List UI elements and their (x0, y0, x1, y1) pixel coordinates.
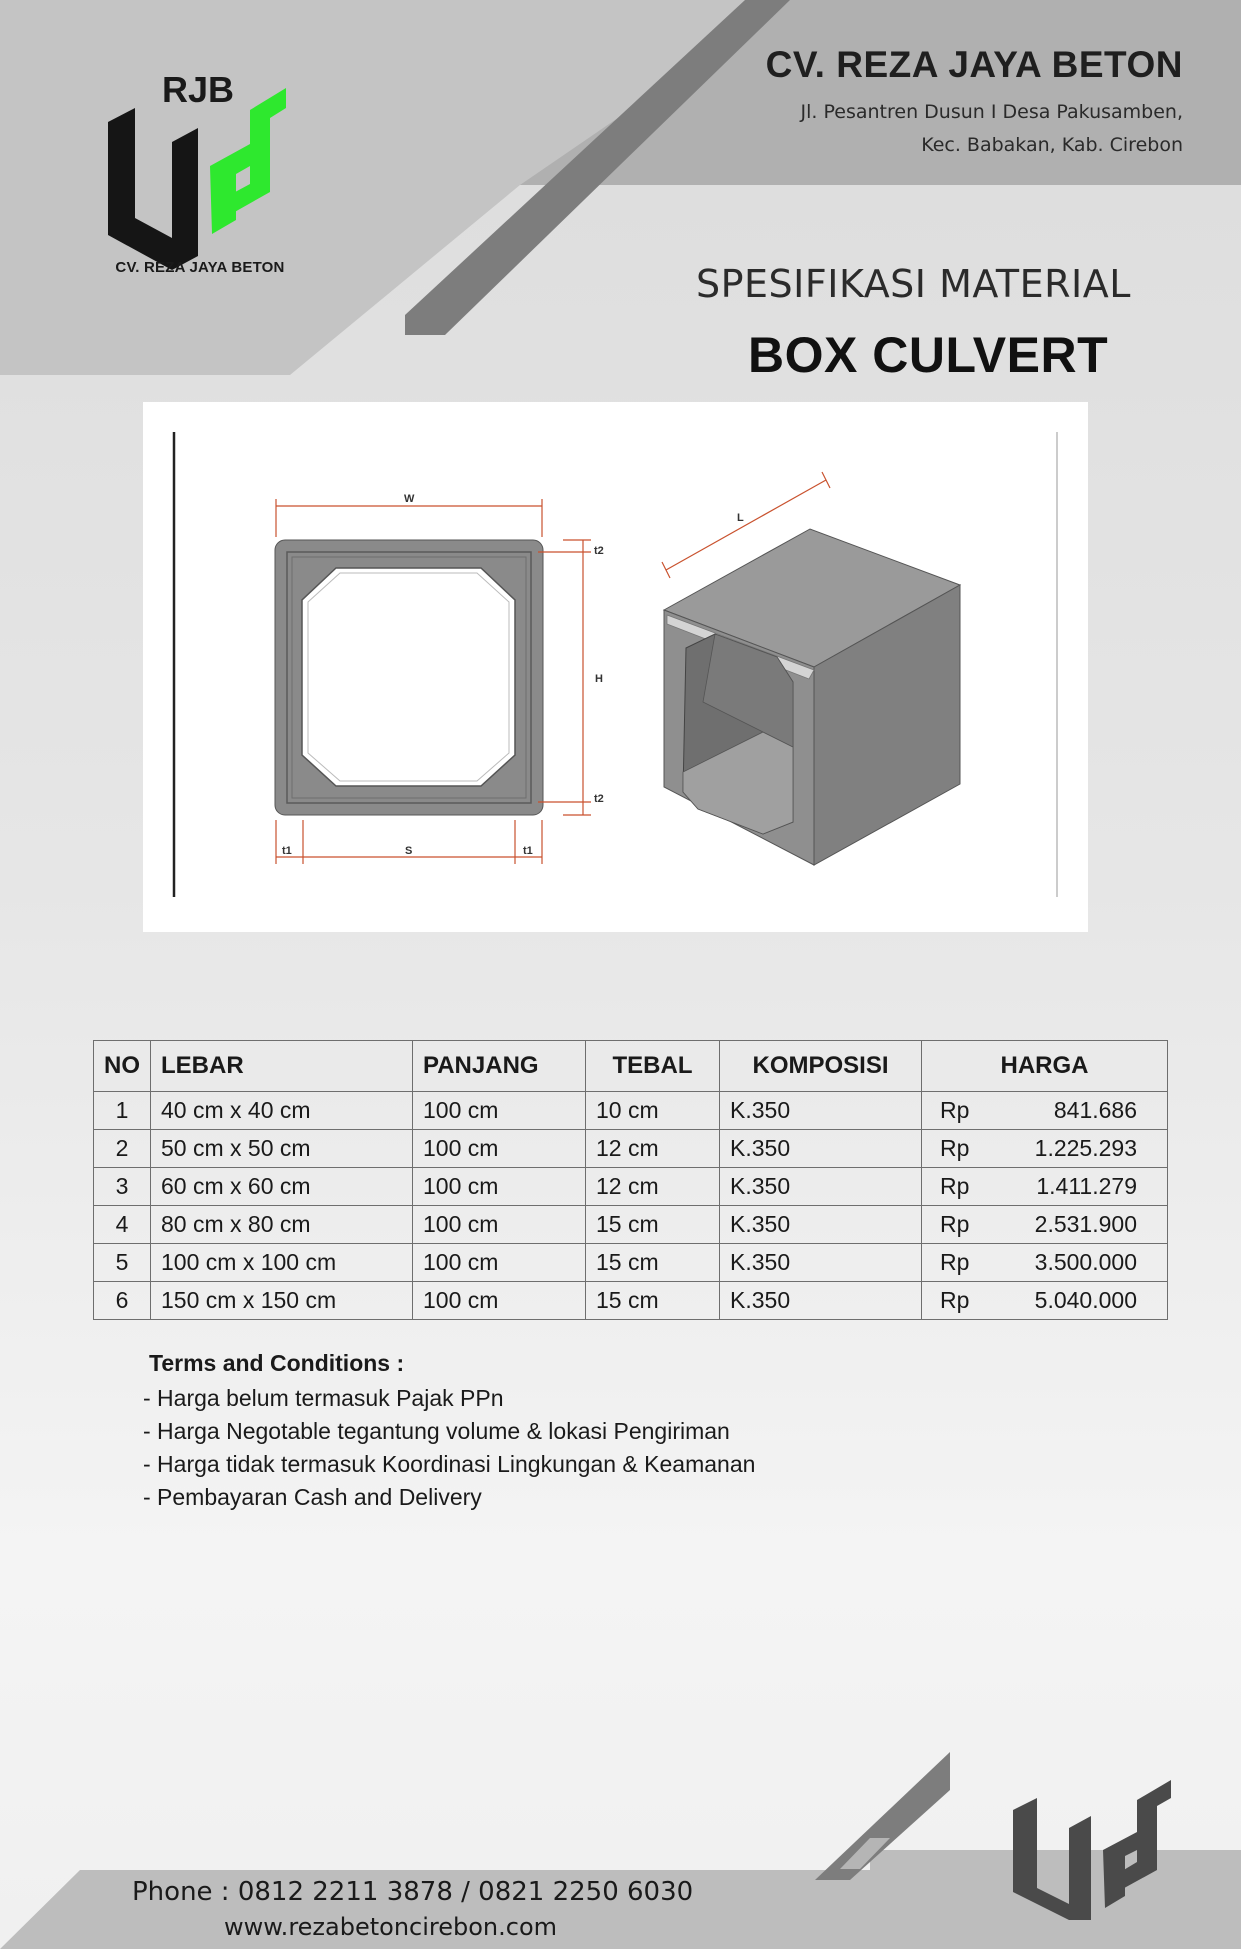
cell-no: 4 (94, 1206, 151, 1244)
cell-lebar: 80 cm x 80 cm (151, 1206, 413, 1244)
price-table (93, 1040, 1168, 1320)
isometric-view (664, 529, 960, 865)
cell-panjang: 100 cm (413, 1282, 586, 1320)
cell-lebar: 100 cm x 100 cm (151, 1244, 413, 1282)
header-harga: HARGA (922, 1041, 1168, 1092)
dim-label-length: L (737, 512, 744, 524)
cell-komposisi: K.350 (720, 1244, 922, 1282)
terms-item: - Pembayaran Cash and Delivery (143, 1484, 482, 1510)
terms-and-conditions (143, 1350, 755, 1517)
currency-label: Rp (940, 1287, 970, 1313)
technical-drawing-panel (143, 402, 1088, 932)
cell-panjang: 100 cm (413, 1206, 586, 1244)
company-name: CV. REZA JAYA BETON (765, 44, 1183, 85)
currency-label: Rp (940, 1211, 970, 1237)
cell-lebar: 60 cm x 60 cm (151, 1168, 413, 1206)
address-line-1: Jl. Pesantren Dusun I Desa Pakusamben, (800, 101, 1183, 123)
price-value: 2.531.900 (1034, 1211, 1137, 1237)
cell-tebal: 15 cm (586, 1282, 720, 1320)
header-komposisi: KOMPOSISI (720, 1041, 922, 1092)
company-logo (100, 70, 310, 280)
price-value: 5.040.000 (1034, 1287, 1137, 1313)
header-lebar: LEBAR (151, 1041, 413, 1092)
cell-no: 3 (94, 1168, 151, 1206)
price-value: 1.225.293 (1034, 1135, 1137, 1161)
dim-label-t1-right: t1 (523, 845, 533, 857)
dim-label-span: S (405, 845, 413, 857)
footer-logo-watermark (1005, 1770, 1210, 1920)
document-subtitle: SPESIFIKASI MATERIAL (696, 262, 1131, 306)
cross-section-view (275, 540, 543, 815)
cell-komposisi: K.350 (720, 1130, 922, 1168)
terms-item: - Harga tidak termasuk Koordinasi Lingkungan & Keamanan (143, 1451, 756, 1477)
currency-label: Rp (940, 1097, 970, 1123)
cell-tebal: 15 cm (586, 1244, 720, 1282)
cell-no: 6 (94, 1282, 151, 1320)
dim-label-t1-left: t1 (282, 845, 292, 857)
cell-panjang: 100 cm (413, 1168, 586, 1206)
cell-harga (922, 1168, 1168, 1206)
website-url: www.rezabetoncirebon.com (224, 1913, 558, 1941)
cell-harga (922, 1130, 1168, 1168)
logo-label: CV. REZA JAYA BETON (115, 259, 285, 276)
header-tebal: TEBAL (586, 1041, 720, 1092)
cell-tebal: 15 cm (586, 1206, 720, 1244)
table-row (94, 1168, 1168, 1206)
cell-lebar: 50 cm x 50 cm (151, 1130, 413, 1168)
cell-tebal: 12 cm (586, 1130, 720, 1168)
price-value: 3.500.000 (1034, 1249, 1137, 1275)
currency-label: Rp (940, 1173, 970, 1199)
cell-tebal: 10 cm (586, 1092, 720, 1130)
dim-label-height: H (595, 673, 603, 685)
document-title: BOX CULVERT (748, 327, 1109, 383)
header-no: NO (94, 1041, 151, 1092)
dim-label-width: W (404, 493, 415, 505)
cell-no: 2 (94, 1130, 151, 1168)
terms-item: - Harga belum termasuk Pajak PPn (143, 1385, 504, 1411)
cell-lebar: 40 cm x 40 cm (151, 1092, 413, 1130)
cell-panjang: 100 cm (413, 1244, 586, 1282)
table-header-row (94, 1041, 1168, 1092)
address-line-2: Kec. Babakan, Kab. Cirebon (921, 134, 1183, 156)
dim-label-t2-top: t2 (594, 545, 604, 557)
cell-harga (922, 1206, 1168, 1244)
cell-harga (922, 1092, 1168, 1130)
price-value: 841.686 (1053, 1097, 1137, 1123)
cell-panjang: 100 cm (413, 1092, 586, 1130)
cell-no: 5 (94, 1244, 151, 1282)
dim-label-t2-bottom: t2 (594, 793, 604, 805)
cell-harga (922, 1282, 1168, 1320)
table-row (94, 1244, 1168, 1282)
cell-komposisi: K.350 (720, 1282, 922, 1320)
header-panjang: PANJANG (413, 1041, 586, 1092)
table-row (94, 1130, 1168, 1168)
box-culvert-drawing (143, 402, 1088, 932)
phone-number: Phone : 0812 2211 3878 / 0821 2250 6030 (132, 1877, 694, 1907)
cell-komposisi: K.350 (720, 1092, 922, 1130)
terms-title: Terms and Conditions : (149, 1350, 405, 1376)
table-row (94, 1092, 1168, 1130)
terms-list (143, 1385, 755, 1511)
cell-komposisi: K.350 (720, 1168, 922, 1206)
cell-lebar: 150 cm x 150 cm (151, 1282, 413, 1320)
cell-tebal: 12 cm (586, 1168, 720, 1206)
price-value: 1.411.279 (1036, 1173, 1137, 1199)
cell-no: 1 (94, 1092, 151, 1130)
cell-komposisi: K.350 (720, 1206, 922, 1244)
logo-black-shape (108, 108, 198, 270)
terms-item: - Harga Negotable tegantung volume & lokasi Pengiriman (143, 1418, 730, 1444)
currency-label: Rp (940, 1135, 970, 1161)
cell-panjang: 100 cm (413, 1130, 586, 1168)
currency-label: Rp (940, 1249, 970, 1275)
logo-letters: RJB (162, 70, 235, 110)
table-row (94, 1282, 1168, 1320)
table-row (94, 1206, 1168, 1244)
cell-harga (922, 1244, 1168, 1282)
